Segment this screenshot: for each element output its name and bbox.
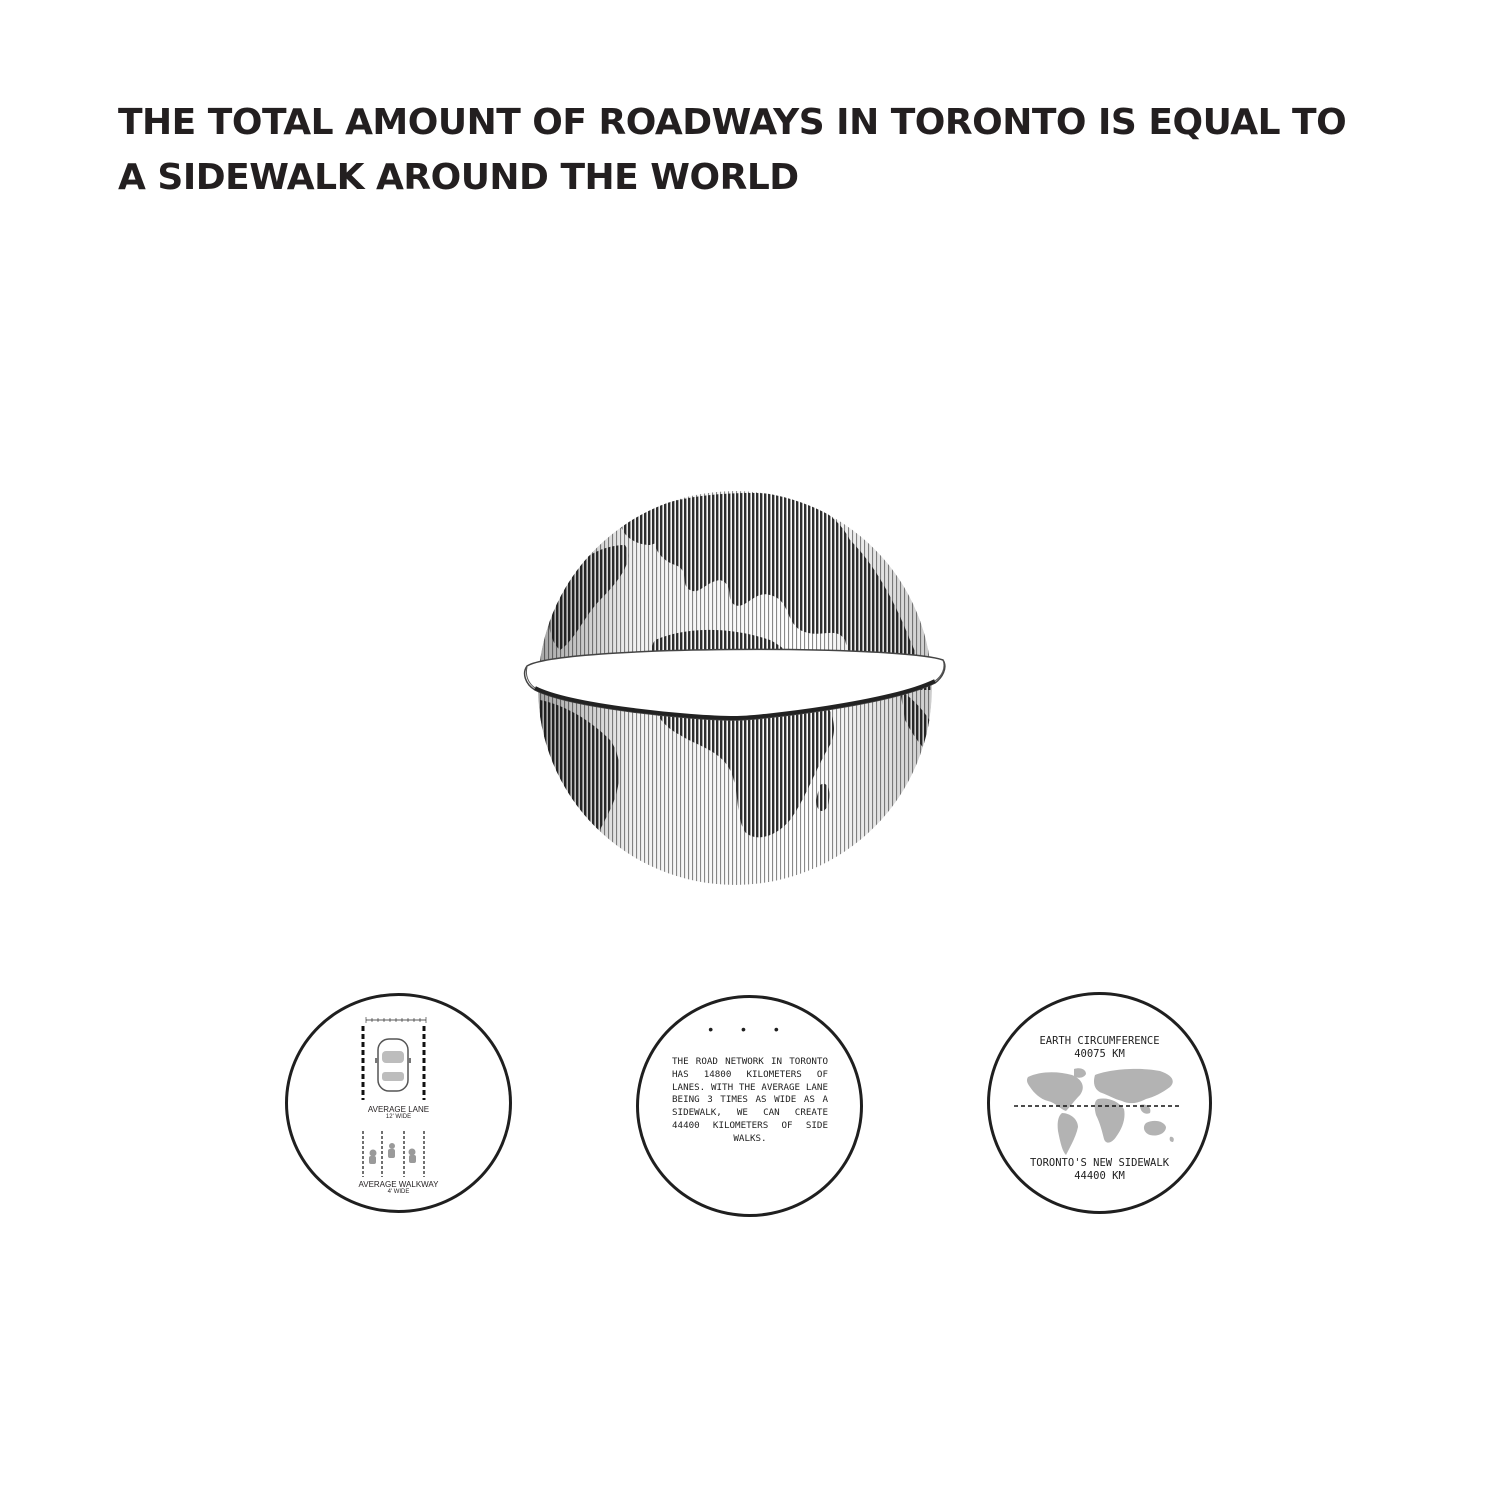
explanation-panel [636, 995, 863, 1217]
walkway-width: 4' WIDE [387, 1189, 410, 1195]
lane-comparison-panel [285, 993, 512, 1213]
earth-circumference-label: EARTH CIRCUMFERENCE [1039, 1035, 1160, 1047]
lane-diagram [288, 996, 509, 1210]
lane-width: 12' WIDE [385, 1114, 412, 1120]
title-line-1: THE TOTAL AMOUNT OF ROADWAYS IN TORONTO IS EQUAL TO [118, 102, 1347, 143]
car-icon [375, 1039, 411, 1091]
walkway-label: AVERAGE WALKWAY [358, 1180, 439, 1189]
earth-circumference-value: 40075 KM [1074, 1048, 1125, 1060]
new-sidewalk-label: TORONTO'S NEW SIDEWALK [1029, 1157, 1170, 1169]
ellipsis-dots: • • • [708, 1021, 791, 1037]
pedestrian-icon [369, 1143, 416, 1164]
title-line-2: A SIDEWALK AROUND THE WORLD [118, 157, 799, 198]
earth-comparison-panel [987, 992, 1212, 1214]
new-sidewalk-value: 44400 KM [1074, 1170, 1125, 1182]
explanation-text: THE ROAD NETWORK IN TORONTO HAS 14800 KILOMETERS OF LANES. WITH THE AVERAGE LANE BEING 3 TIMES AS WIDE AS A SIDEWALK, WE CAN CREATE 44400 KILOMETERS OF SIDE WALKS. [672, 1056, 828, 1144]
lane-label: AVERAGE LANE [367, 1105, 430, 1114]
scale-ruler [366, 1017, 426, 1023]
